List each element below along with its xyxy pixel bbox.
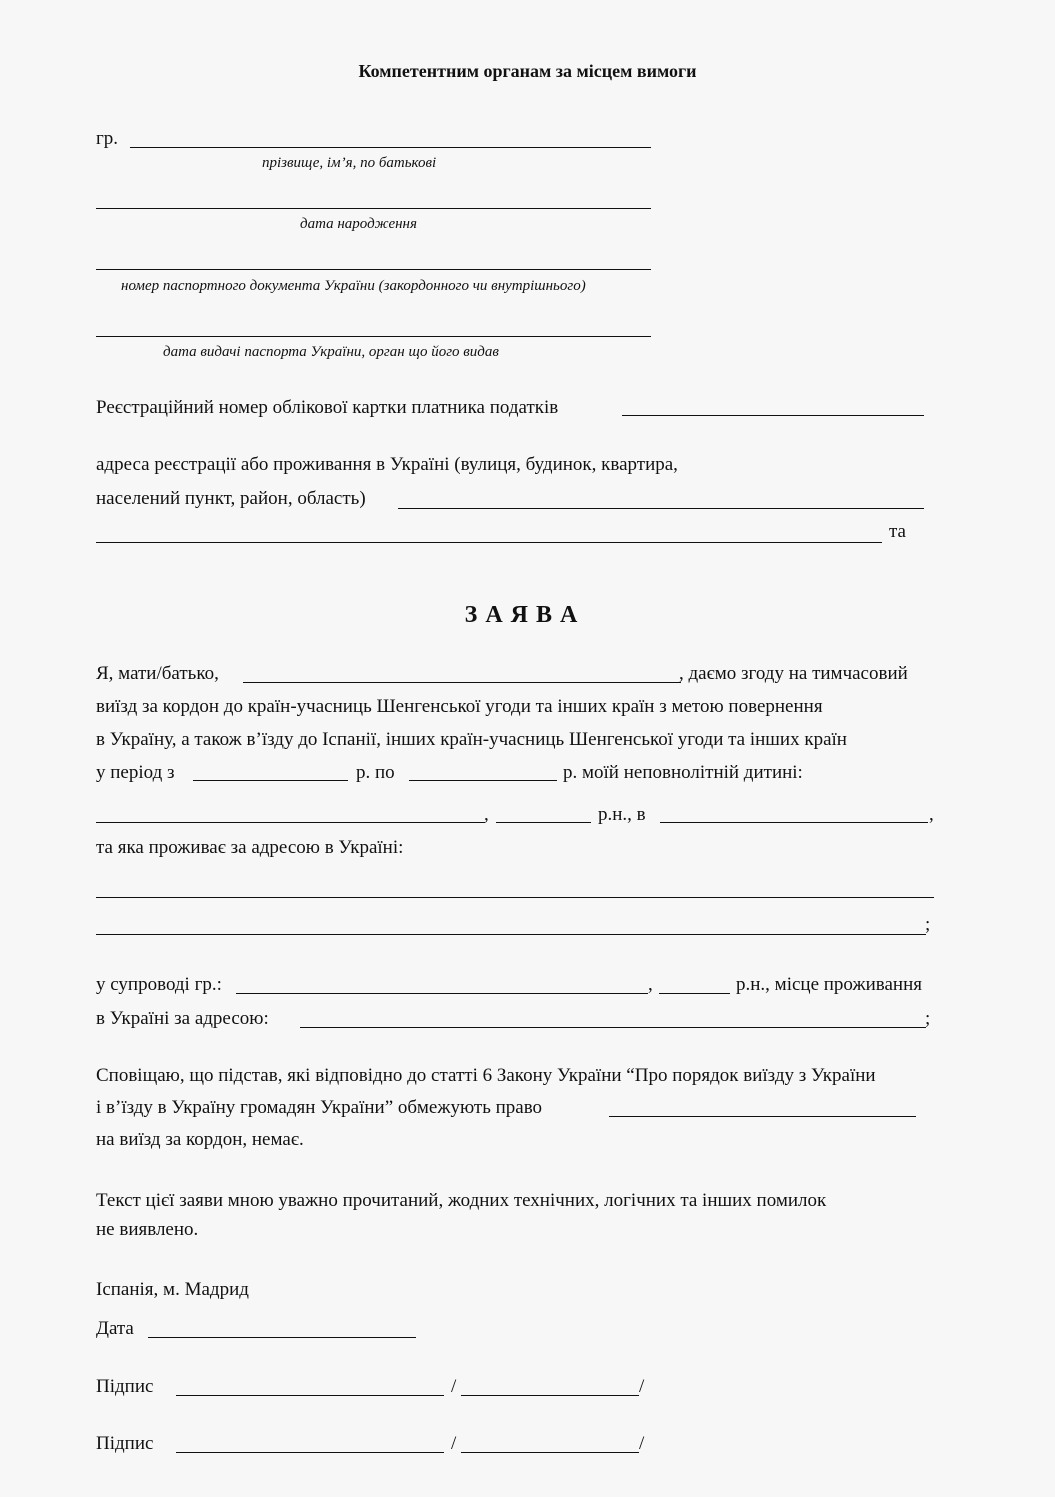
passport-number-field[interactable] bbox=[96, 269, 651, 270]
parent-name-field[interactable] bbox=[243, 682, 681, 683]
escort-label: у супроводі гр.: bbox=[96, 974, 222, 995]
restriction-subject-field[interactable] bbox=[609, 1116, 916, 1117]
escort-address-field[interactable] bbox=[300, 1027, 926, 1028]
p1-period-to: р. по bbox=[356, 762, 395, 783]
child-birthplace-field[interactable] bbox=[660, 822, 928, 823]
semicolon-2: ; bbox=[925, 1008, 931, 1029]
notice-line2: і в’їзду в Україну громадян України” обмежують право bbox=[96, 1097, 543, 1118]
child-comma-1: , bbox=[484, 804, 489, 825]
child-address-label: та яка проживає за адресою в Україні: bbox=[96, 837, 404, 858]
notice-line1: Сповіщаю, що підстав, які відповідно до статті 6 Закону України “Про порядок виїзду з України bbox=[96, 1065, 876, 1086]
address-label-line2: населений пункт, район, область) bbox=[96, 488, 366, 509]
address-suffix: та bbox=[889, 521, 906, 542]
address-field-1[interactable] bbox=[398, 508, 924, 509]
place-text: Іспанія, м. Мадрид bbox=[96, 1279, 249, 1300]
gr-prefix: гр. bbox=[96, 128, 119, 149]
caption-passport-number: номер паспортного документа України (закордонного чи внутрішнього) bbox=[121, 278, 586, 294]
period-to-field[interactable] bbox=[409, 780, 557, 781]
signature-slash-1a: / bbox=[451, 1376, 457, 1397]
address-label-line1: адреса реєстрації або проживання в Україні (вулиця, будинок, квартира, bbox=[96, 454, 678, 475]
semicolon-1: ; bbox=[925, 914, 931, 935]
signature-field-2[interactable] bbox=[176, 1452, 444, 1453]
escort-name-field[interactable] bbox=[236, 993, 648, 994]
address-field-2[interactable] bbox=[96, 542, 882, 543]
escort-birthyear-field[interactable] bbox=[659, 993, 730, 994]
confirm-line1: Текст цієї заяви мною уважно прочитаний, жодних технічних, логічних та інших помилок bbox=[96, 1190, 827, 1211]
p1-line2: виїзд за кордон до країн-учасниць Шенгенської угоди та інших країн з метою повернення bbox=[96, 696, 823, 717]
signature-slash-2a: / bbox=[451, 1433, 457, 1454]
signature-label-2: Підпис bbox=[96, 1433, 154, 1454]
child-name-field[interactable] bbox=[96, 822, 485, 823]
p1-period-end: р. моїй неповнолітній дитині: bbox=[563, 762, 803, 783]
p1-period-start: у період з bbox=[96, 762, 175, 783]
caption-passport-issue: дата видачі паспорта України, орган що його видав bbox=[163, 344, 499, 360]
child-comma-2: , bbox=[929, 804, 934, 825]
escort-comma: , bbox=[648, 974, 653, 995]
document-title: З А Я В А bbox=[464, 602, 579, 628]
authority-heading: Компетентним органам за місцем вимоги bbox=[358, 61, 697, 81]
confirm-line2: не виявлено. bbox=[96, 1219, 199, 1240]
p1-start: Я, мати/батько, bbox=[96, 663, 219, 684]
passport-issue-field[interactable] bbox=[96, 336, 651, 337]
signature-name-field-1[interactable] bbox=[461, 1395, 639, 1396]
caption-birthdate: дата народження bbox=[300, 216, 417, 232]
child-address-field-2[interactable] bbox=[96, 934, 926, 935]
child-address-field-1[interactable] bbox=[96, 897, 934, 898]
tax-number-field[interactable] bbox=[622, 415, 924, 416]
date-label: Дата bbox=[96, 1318, 134, 1339]
signature-slash-2b: / bbox=[639, 1433, 645, 1454]
p1-line3: в Україну, а також в’їзду до Іспанії, інших країн-учасниць Шенгенської угоди та інших країн bbox=[96, 729, 847, 750]
child-birthyear-field[interactable] bbox=[496, 822, 591, 823]
signature-label-1: Підпис bbox=[96, 1376, 154, 1397]
escort-address-label: в Україні за адресою: bbox=[96, 1008, 269, 1029]
tax-number-label: Реєстраційний номер облікової картки платника податків bbox=[96, 397, 559, 418]
caption-name: прізвище, ім’я, по батькові bbox=[262, 155, 437, 171]
notice-line3: на виїзд за кордон, немає. bbox=[96, 1129, 304, 1150]
signature-slash-1b: / bbox=[639, 1376, 645, 1397]
child-rn-in: р.н., в bbox=[598, 804, 646, 825]
signature-name-field-2[interactable] bbox=[461, 1452, 639, 1453]
p1-end: , даємо згоду на тимчасовий bbox=[679, 663, 908, 684]
period-from-field[interactable] bbox=[193, 780, 348, 781]
date-field[interactable] bbox=[148, 1337, 416, 1338]
signature-field-1[interactable] bbox=[176, 1395, 444, 1396]
birthdate-field[interactable] bbox=[96, 208, 651, 209]
escort-rn: р.н., місце проживання bbox=[736, 974, 922, 995]
name-field[interactable] bbox=[130, 147, 651, 148]
